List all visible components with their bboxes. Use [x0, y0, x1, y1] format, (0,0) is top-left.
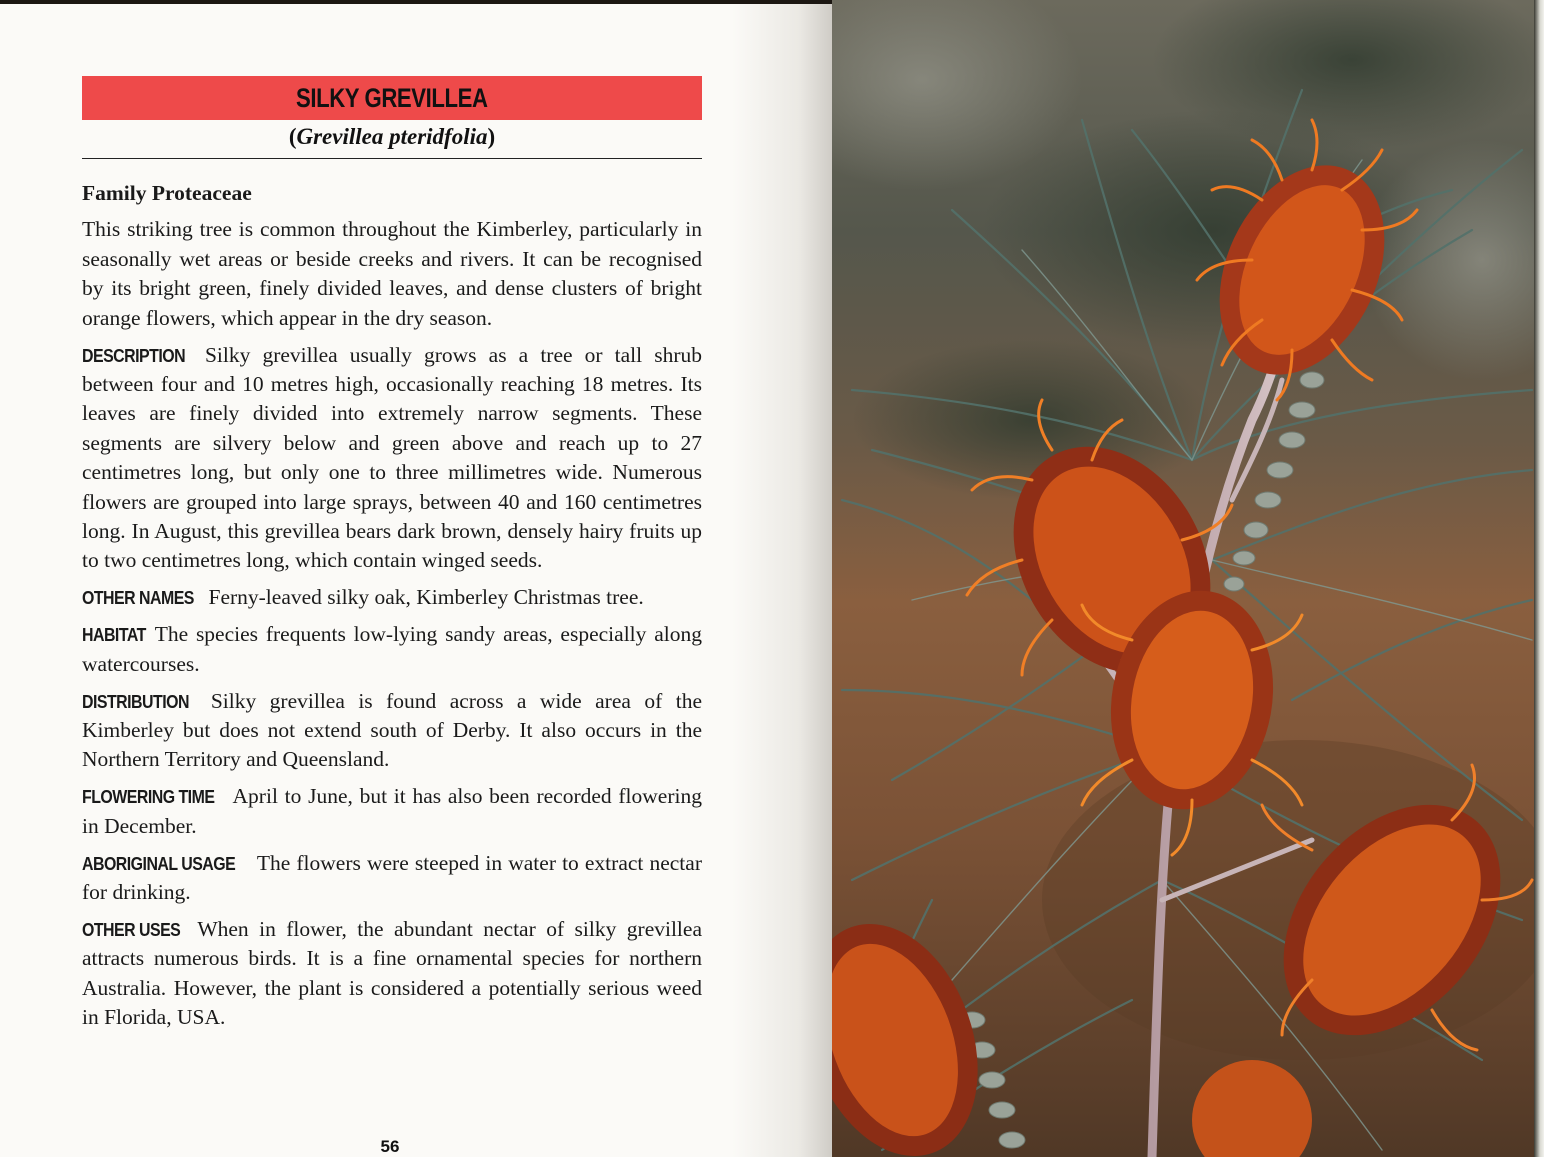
section-text: Silky grevillea is found across a wide area of the Kimberley but does not extend south of Derby. It also occurs in the Northern Territory and Queensland. — [82, 688, 703, 772]
scientific-name-text: Grevillea pteridfolia — [296, 124, 488, 149]
section-flowering-time — [82, 782, 702, 841]
section-habitat — [82, 620, 702, 679]
subtitle-close-paren: ) — [487, 124, 496, 149]
section-text: When in flower, the abundant nectar of silky grevillea attracts numerous birds. It is a fine ornamental species for northern Australia. However, the plant is considered a potentially serious weed in Florida, USA. — [82, 916, 702, 1030]
photo-page — [832, 0, 1544, 1157]
section-text: The flowers were steeped in water to extract nectar for drinking. — [82, 850, 702, 904]
title-bar — [82, 76, 702, 120]
section-other-names — [82, 583, 702, 612]
section-label: OTHER NAMES — [82, 587, 194, 609]
intro-paragraph: This striking tree is common throughout the Kimberley, particularly in seasonally wet areas or beside creeks and rivers. It can be recognised by its bright green, finely divided leaves, and dense clusters of bright orange flowers, which appear in the dry season. — [82, 217, 702, 330]
page-title: SILKY GREVILLEA — [296, 82, 488, 113]
family-line: Family Proteaceae — [82, 181, 252, 205]
flower-bottom-right — [1192, 1060, 1312, 1157]
header-rule — [82, 158, 702, 159]
page-edge — [1534, 0, 1544, 1157]
section-text: April to June, but it has also been recorded flowering in December. — [82, 784, 702, 838]
section-aboriginal-usage — [82, 849, 702, 908]
section-text: Ferny-leaved silky oak, Kimberley Christmas tree. — [208, 585, 644, 610]
body-text — [82, 179, 702, 1040]
section-label: DISTRIBUTION — [82, 690, 189, 712]
section-label: DESCRIPTION — [82, 344, 186, 366]
text-page — [0, 4, 832, 1157]
section-text: Silky grevillea usually grows as a tree or tall shrub between four and 10 metres high, occasionally reaching 18 metres. Its leaves are finely divided into extremely narrow segments. These segments are silvery below and green above and reach up to 27 centimetres long, but only one to three millimetres wide. Numerous flowers are grouped into large sprays, between 40 and 160 centimetres long. In August, this grevillea bears dark brown, densely hairy fruits up to two centimetres long, which contain winged seeds. — [82, 342, 703, 573]
section-text: The species frequents low-lying sandy areas, especially along watercourses. — [82, 622, 702, 676]
grevillea-photo — [832, 0, 1544, 1157]
section-distribution — [82, 687, 702, 775]
section-label: HABITAT — [82, 624, 146, 646]
section-label: FLOWERING TIME — [82, 786, 215, 808]
section-label: OTHER USES — [82, 918, 181, 940]
flower-bottom-left — [832, 900, 1008, 1157]
page-number: 56 — [380, 1137, 400, 1156]
subtitle-open-paren: ( — [288, 124, 297, 149]
section-description — [82, 341, 702, 576]
scientific-name — [82, 124, 702, 150]
section-other-uses — [82, 915, 702, 1033]
section-label: ABORIGINAL USAGE — [82, 852, 236, 874]
